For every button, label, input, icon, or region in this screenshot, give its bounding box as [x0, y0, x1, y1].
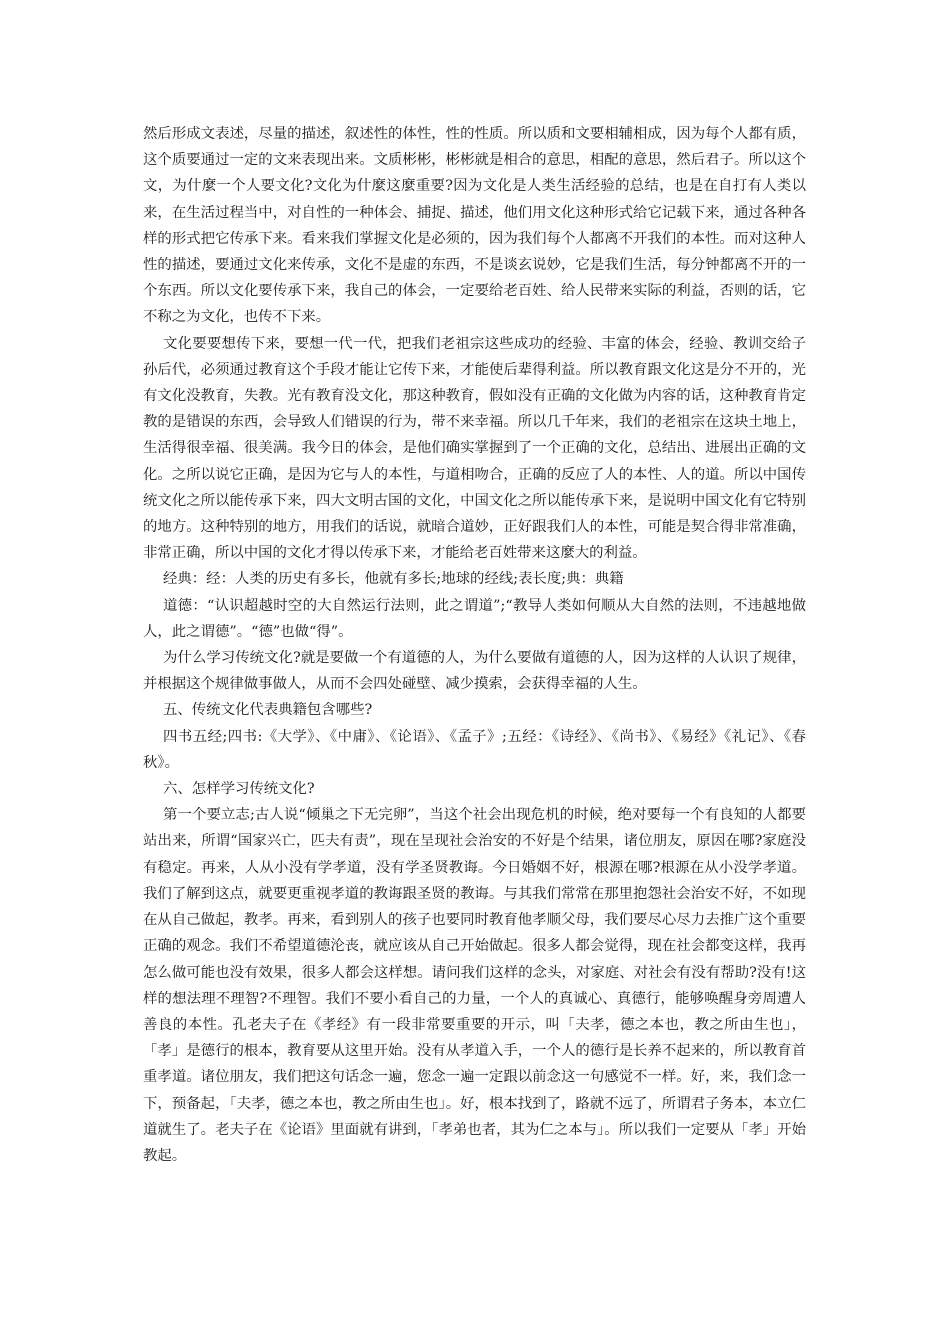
paragraph-text: 四书五经;四书:《大学》、《中庸》、《论语》、《孟子》;五经：《诗经》、《尚书》、《易经》《礼记》、《春秋》。: [143, 728, 806, 771]
document-page: [143, 121, 806, 1169]
paragraph-text: 道德：“认识超越时空的大自然运行法则，此之谓道”;“教导人类如何顺从大自然的法则，不违越地做人，此之谓德”。“德”也做“得”。: [143, 597, 806, 640]
paragraph-text: 文化要要想传下来，要想一代一代，把我们老祖宗这些成功的经验、丰富的体会，经验、教训交给子孙后代，必须通过教育这个手段才能让它传下来，才能使后辈得利益。所以教育跟文化这是分不开的，光有文化没教育，失教。光有教育没文化，那这种教育，假如没有正确的文化做为内容的话，这种教育肯定教的是错误的东西，会导致人们错误的行为，带不来幸福。所以几千年来，我们的老祖宗在这块土地上，生活得很幸福、很美满。我今日的体会，是他们确实掌握到了一个正确的文化，总结出、进展出正确的文化。之所以说它正确，是因为它与人的本性，与道相吻合，正确的反应了人的本性、人的道。所以中国传统文化之所以能传承下来，四大文明古国的文化，中国文化之所以能传承下来，是说明中国文化有它特别的地方。这种特别的地方，用我们的话说，就暗合道妙，正好跟我们人的本性，可能是契合得非常准确，非常正确，所以中国的文化才得以传承下来，才能给老百姓带来这麼大的利益。: [143, 335, 806, 562]
paragraph-text: 经典：经：人类的历史有多长，他就有多长;地球的经线;表长度;典：典籍: [163, 571, 624, 588]
section-heading: 五、传统文化代表典籍包含哪些?: [163, 702, 373, 719]
paragraph-text: 第一个要立志;古人说“倾巢之下无完卵”，当这个社会出现危机的时候，绝对要每一个有良知的人都要站出来，所谓“国家兴亡，匹夫有责”，现在呈现社会治安的不好是个结果，诸位朋友，原因在哪?家庭没有稳定。再来，人从小没有学孝道，没有学圣贤教诲。今日婚姻不好，根源在哪?根源在从小没学孝道。我们了解到这点，就要更重视孝道的教诲跟圣贤的教诲。与其我们常常在那里抱怨社会治安不好，不如现在从自己做起，教孝。再来，看到别人的孩子也要同时教育他孝顺父母，我们要尽心尽力去推广这个重要正确的观念。我们不希望道德沦丧，就应该从自己开始做起。很多人都会觉得，现在社会都变这样，我再怎么做可能也没有效果，很多人都会这样想。请问我们这样的念头，对家庭、对社会有没有帮助?没有!这样的想法理不理智?不理智。我们不要小看自己的力量，一个人的真诚心、真德行，能够唤醒身旁周遭人善良的本性。孔老夫子在《孝经》有一段非常要重要的开示，叫「夫孝，德之本也，教之所由生也」，「孝」是德行的根本，教育要从这里开始。没有从孝道入手，一个人的德行是长养不起来的，所以教育首重孝道。诸位朋友，我们把这句话念一遍，您念一遍一定跟以前念这一句感觉不一样。好，来，我们念一下，预备起，「夫孝，德之本也，教之所由生也」。好，根本找到了，路就不远了，所谓君子务本，本立仁道就生了。老夫子在《论语》里面就有讲到，「孝弟也者，其为仁之本与」。所以我们一定要从「孝」开始教起。: [143, 807, 806, 1164]
paragraph-text: 然后形成文表述，尽量的描述，叙述性的体性，性的性质。所以质和文要相辅相成，因为每个人都有质，这个质要通过一定的文来表现出来。文质彬彬，彬彬就是相合的意思，相配的意思，然后君子。所以这个文，为什麼一个人要文化?文化为什麼这麼重要?因为文化是人类生活经验的总结，也是在自打有人类以来，在生活过程当中，对自性的一种体会、捕捉、描述，他们用文化这种形式给它记载下来，通过各种各样的形式把它传承下来。看来我们掌握文化是必须的，因为我们每个人都离不开我们的本性。而对这种人性的描述，要通过文化来传承，文化不是虚的东西，不是谈玄说妙，它是我们生活，每分钟都离不开的一个东西。所以文化要传承下来，我自己的体会，一定要给老百姓、给人民带来实际的利益，否则的话，它不称之为文化，也传不下来。: [143, 126, 806, 326]
paragraph-text: 为什么学习传统文化?就是要做一个有道德的人，为什么要做有道德的人，因为这样的人认识了规律，并根据这个规律做事做人，从而不会四处碰壁、减少摸索，会获得幸福的人生。: [143, 650, 806, 693]
section-heading: 六、怎样学习传统文化?: [163, 781, 315, 798]
